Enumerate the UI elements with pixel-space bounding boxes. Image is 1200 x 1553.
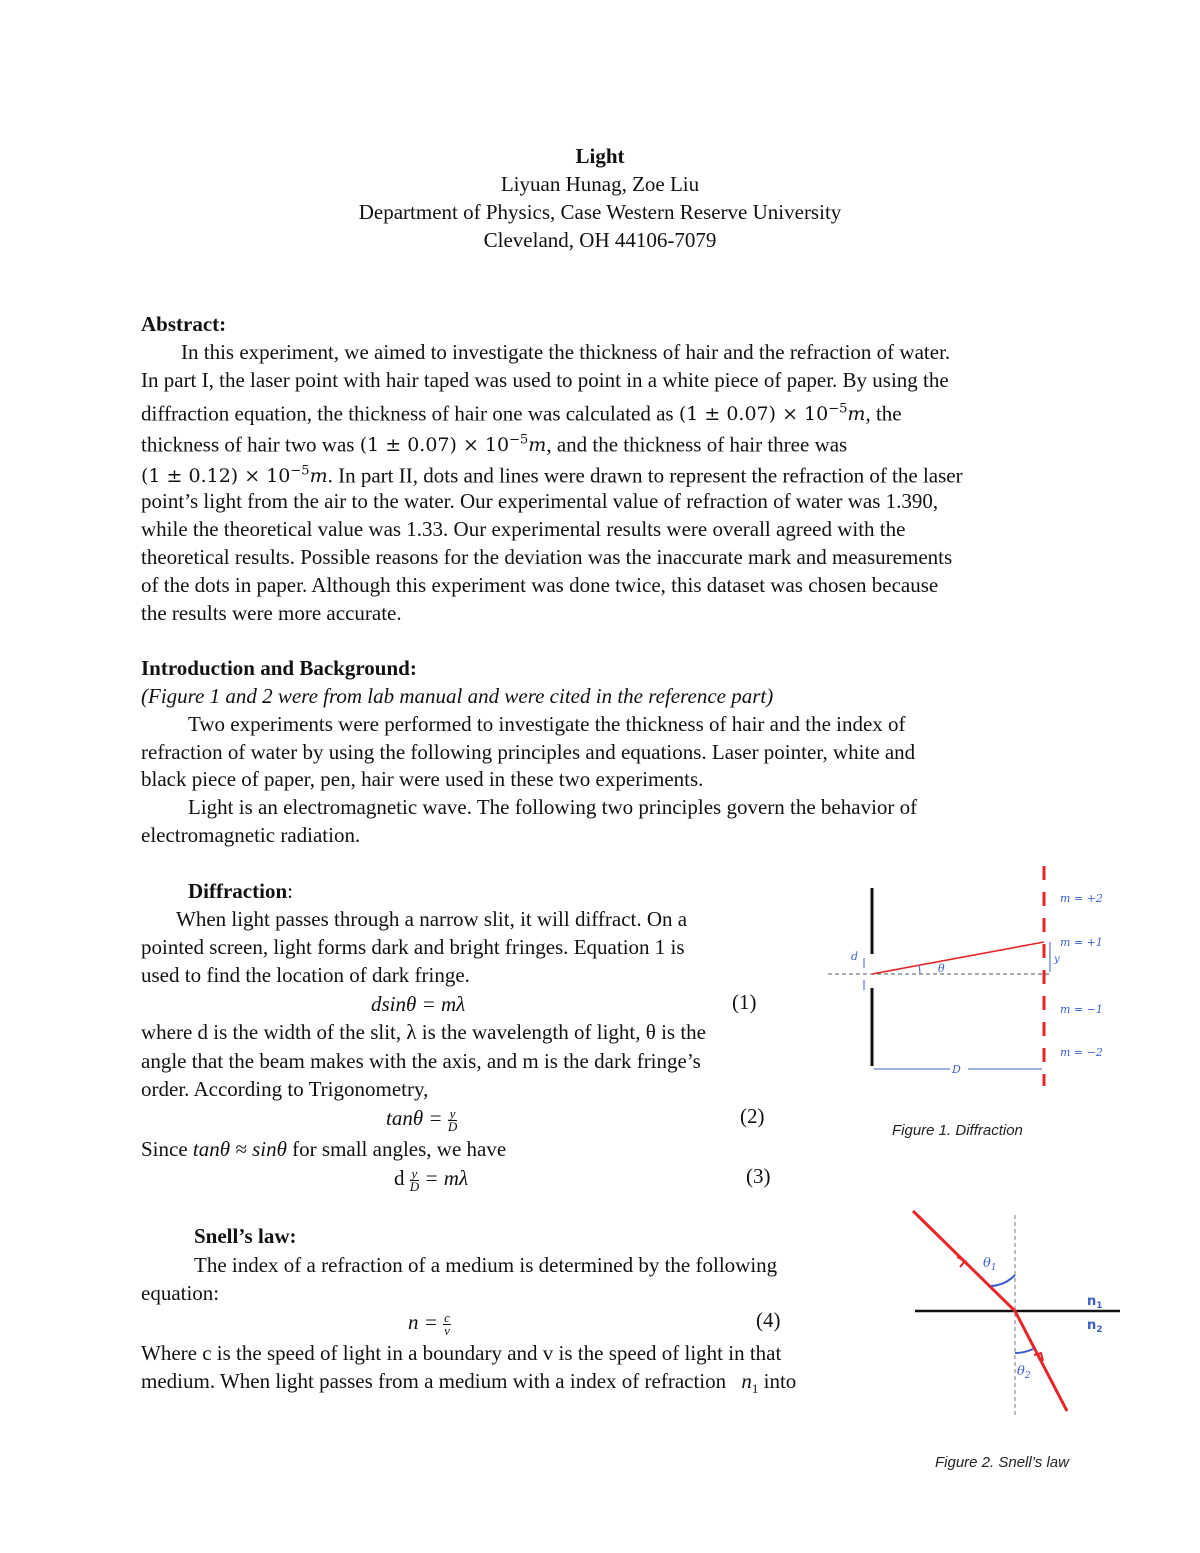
abstract-line-5: $(1 \pm 0.12) \times 10^{-5}m$. In part II, dots and lines were drawn to represent the refraction of the laser bbox=[141, 463, 963, 488]
equation-2-number: (2) bbox=[740, 1104, 765, 1128]
theta-1-arc bbox=[991, 1275, 1015, 1286]
m-minus-2-label: m = −2 bbox=[1060, 1046, 1103, 1059]
hair-two-value: $(1 \pm 0.07) \times 10^{-5}m$ bbox=[359, 433, 547, 457]
intro-line-3: black piece of paper, pen, hair were used in these two experiments. bbox=[141, 767, 704, 791]
abstract-line-9: of the dots in paper. Although this experiment was done twice, this dataset was chosen because bbox=[141, 573, 939, 597]
equation-4: n = $\frac{c}{v}$ bbox=[408, 1309, 450, 1338]
intro-line-2: refraction of water by using the following principles and equations. Laser pointer, white and bbox=[141, 740, 916, 764]
intro-line-5: electromagnetic radiation. bbox=[141, 823, 361, 847]
snell-heading: Snell’s law: bbox=[194, 1224, 297, 1248]
equation-3-number: (3) bbox=[746, 1164, 771, 1188]
diffraction-line-2: pointed screen, light forms dark and bright fringes. Equation 1 is bbox=[141, 935, 685, 959]
abstract-heading: Abstract: bbox=[141, 312, 227, 336]
diffraction-line-4: where d is the width of the slit, λ is the wavelength of light, θ is the bbox=[141, 1020, 706, 1044]
D-label: D bbox=[952, 1063, 961, 1076]
diffraction-line-1: When light passes through a narrow slit, it will diffract. On a bbox=[176, 907, 688, 931]
n2-label: $n_2$ bbox=[1087, 1318, 1103, 1335]
equation-2: tanθ = $\frac{y}{D}$ bbox=[386, 1105, 458, 1134]
diffraction-line-6: order. According to Trigonometry, bbox=[141, 1077, 429, 1101]
figure-1-caption: Figure 1. Diffraction bbox=[892, 1122, 1023, 1139]
refracted-ray bbox=[1015, 1311, 1067, 1411]
theta-1-label: $\theta_1$ bbox=[983, 1256, 997, 1273]
abstract-line-10: the results were more accurate. bbox=[141, 601, 402, 625]
location: Cleveland, OH 44106-7079 bbox=[483, 228, 717, 252]
theta-2-arc bbox=[1015, 1349, 1033, 1353]
department: Department of Physics, Case Western Reserve University bbox=[358, 200, 842, 224]
intro-line-4: Light is an electromagnetic wave. The following two principles govern the behavior of bbox=[188, 795, 918, 819]
equation-1: dsinθ = mλ bbox=[371, 992, 466, 1016]
abstract-line-6: point’s light from the air to the water. Our experimental value of refraction of water was 1.390, bbox=[141, 489, 939, 513]
intro-heading: Introduction and Background: bbox=[141, 656, 417, 680]
n1-label: $n_1$ bbox=[1087, 1294, 1103, 1311]
intro-line-1: Two experiments were performed to investigate the thickness of hair and the index of bbox=[188, 712, 906, 736]
equation-1-number: (1) bbox=[732, 990, 757, 1014]
snell-diagram bbox=[905, 1205, 1120, 1420]
theta-arc bbox=[919, 965, 920, 974]
m-plus-2-label: m = +2 bbox=[1060, 892, 1103, 905]
snell-line-1: The index of a refraction of a medium is determined by the following bbox=[194, 1253, 778, 1277]
abstract-line-7: while the theoretical value was 1.33. Our experimental results were overall agreed with the bbox=[141, 517, 906, 541]
figure-2-caption: Figure 2. Snell’s law bbox=[935, 1454, 1069, 1471]
abstract-line-1: In this experiment, we aimed to investigate the thickness of hair and the refraction of water. bbox=[181, 340, 951, 364]
fraction-y-over-D: $\frac{y}{D}$ bbox=[447, 1105, 458, 1134]
diffraction-line-7: Since tanθ ≈ sinθ for small angles, we have bbox=[141, 1137, 507, 1161]
abstract-line-4: thickness of hair two was $(1 \pm 0.07) \times 10^{-5}m$, and the thickness of hair three was bbox=[141, 432, 848, 457]
equation-4-number: (4) bbox=[756, 1308, 781, 1332]
diffraction-line-3: used to find the location of dark fringe. bbox=[141, 963, 470, 987]
hair-one-value: $(1 \pm 0.07) \times 10^{-5}m$ bbox=[678, 402, 866, 426]
fraction-c-over-v: $\frac{c}{v}$ bbox=[444, 1309, 450, 1338]
hair-three-value: $(1 \pm 0.12) \times 10^{-5}m$ bbox=[141, 464, 328, 488]
diffraction-diagram bbox=[820, 860, 1120, 1090]
theta-2-label: $\theta_2$ bbox=[1017, 1364, 1031, 1381]
m-minus-1-label: m = −1 bbox=[1060, 1003, 1103, 1016]
snell-line-4: medium. When light passes from a medium with a index of refraction $n_1$ into bbox=[141, 1369, 797, 1397]
theta-label: θ bbox=[938, 962, 945, 975]
y-label: y bbox=[1054, 954, 1060, 965]
fraction-y-over-D-2: $\frac{y}{D}$ bbox=[409, 1165, 420, 1194]
paper-title: Light bbox=[575, 144, 625, 168]
m-plus-1-label: m = +1 bbox=[1060, 936, 1103, 949]
equation-3: d $\frac{y}{D}$ = mλ bbox=[394, 1165, 469, 1194]
incident-arrow bbox=[957, 1257, 965, 1267]
diffraction-heading: Diffraction: bbox=[188, 879, 293, 903]
d-label: d bbox=[851, 950, 859, 963]
beam-line bbox=[872, 942, 1044, 974]
authors: Liyuan Hunag, Zoe Liu bbox=[500, 172, 700, 196]
abstract-line-2: In part I, the laser point with hair taped was used to point in a white piece of paper. By using the bbox=[141, 368, 949, 392]
snell-line-3: Where c is the speed of light in a boundary and v is the speed of light in that bbox=[141, 1341, 782, 1365]
abstract-line-8: theoretical results. Possible reasons for the deviation was the inaccurate mark and measurements bbox=[141, 545, 953, 569]
snell-line-2: equation: bbox=[141, 1281, 220, 1305]
intro-note: (Figure 1 and 2 were from lab manual and were cited in the reference part) bbox=[141, 684, 774, 708]
diffraction-line-5: angle that the beam makes with the axis, and m is the dark fringe’s bbox=[141, 1049, 701, 1073]
abstract-line-3: diffraction equation, the thickness of hair one was calculated as $(1 \pm 0.07) \times 10^{-5}m$, the bbox=[141, 401, 902, 426]
